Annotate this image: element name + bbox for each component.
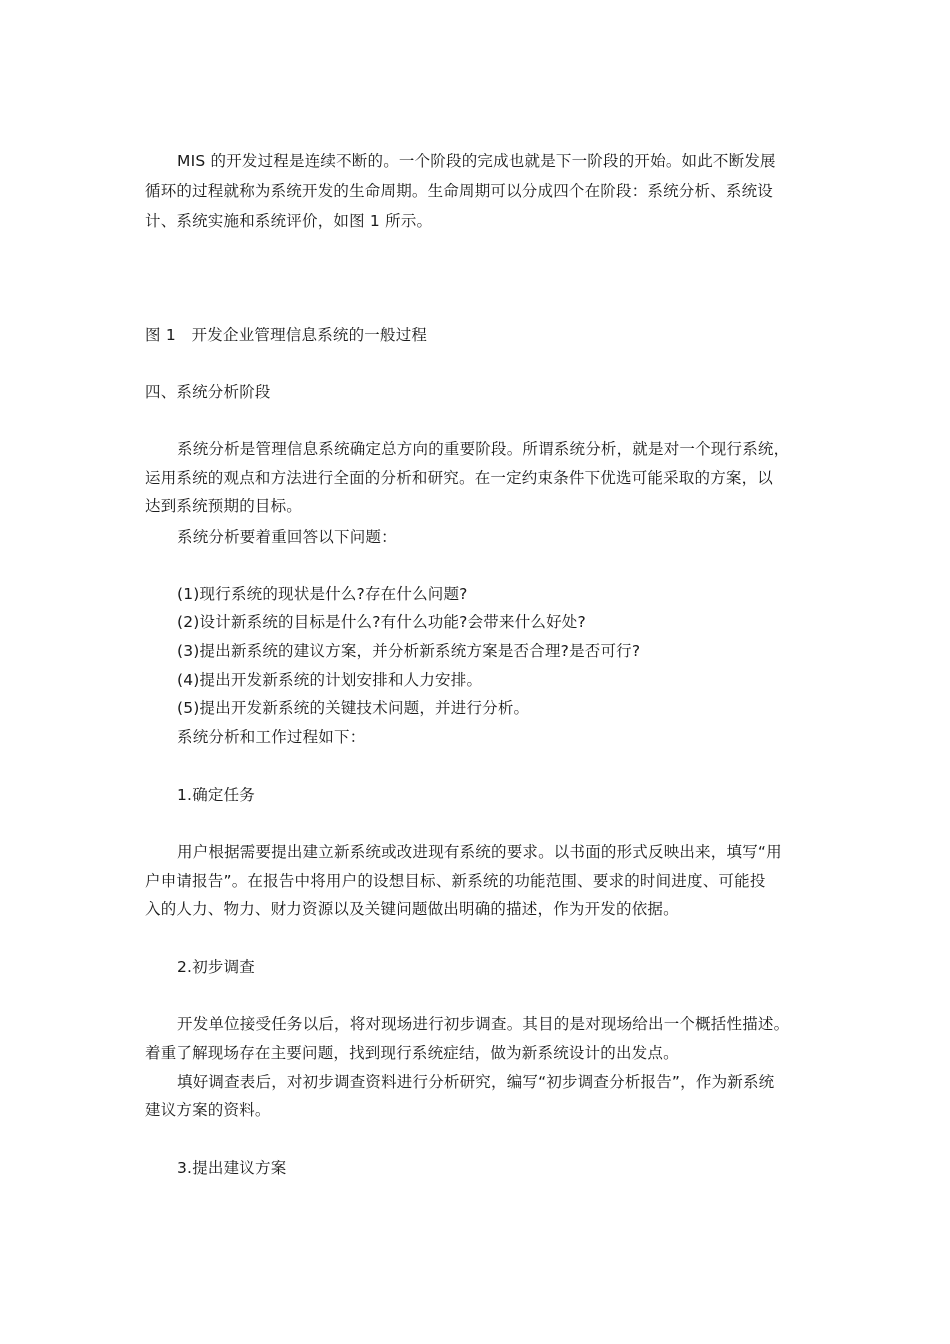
intro-line-2: 循环的过程就称为系统开发的生命周期。生命周期可以分成四个在阶段：系统分析、系统设 [145, 182, 774, 200]
process-intro: 系统分析和工作过程如下： [177, 728, 366, 746]
step2-para2-line-2: 建议方案的资料。 [145, 1101, 271, 1119]
step2-para1-line-2: 着重了解现场存在主要问题，找到现行系统症结，做为新系统设计的出发点。 [145, 1044, 679, 1062]
step1-para-line-2: 户申请报告”。在报告中将用户的设想目标、新系统的功能范围、要求的时间进度、可能投 [145, 872, 766, 890]
question-item: (4)提出开发新系统的计划安排和人力安排。 [177, 671, 483, 689]
question-item: (2)设计新系统的目标是什么?有什么功能?会带来什么好处? [177, 613, 586, 631]
analysis-para-line-3: 达到系统预期的目标。 [145, 497, 303, 515]
step2-para1-line-1: 开发单位接受任务以后，将对现场进行初步调查。其目的是对现场给出一个概括性描述。 [177, 1015, 790, 1033]
intro-line-3: 计、系统实施和系统评价，如图 1 所示。 [145, 212, 433, 230]
step2-para2-line-1: 填好调查表后，对初步调查资料进行分析研究，编写“初步调查分析报告”，作为新系统 [177, 1073, 775, 1091]
analysis-para-line-1: 系统分析是管理信息系统确定总方向的重要阶段。所谓系统分析，就是对一个现行系统， [177, 440, 790, 458]
step2-heading: 2.初步调查 [177, 958, 255, 976]
figure-caption: 图 1 开发企业管理信息系统的一般过程 [145, 326, 428, 344]
step1-para-line-1: 用户根据需要提出建立新系统或改进现有系统的要求。以书面的形式反映出来，填写“用 [177, 843, 782, 861]
step1-heading: 1.确定任务 [177, 786, 255, 804]
step3-heading: 3.提出建议方案 [177, 1159, 287, 1177]
section-heading: 四、系统分析阶段 [145, 383, 271, 401]
question-item: (3)提出新系统的建议方案，并分析新系统方案是否合理?是否可行? [177, 642, 641, 660]
intro-line-1: MIS 的开发过程是连续不断的。一个阶段的完成也就是下一阶段的开始。如此不断发展 [177, 152, 776, 170]
questions-intro: 系统分析要着重回答以下问题： [177, 528, 397, 546]
question-item: (5)提出开发新系统的关键技术问题，并进行分析。 [177, 699, 530, 717]
question-item: (1)现行系统的现状是什么?存在什么问题? [177, 585, 468, 603]
analysis-para-line-2: 运用系统的观点和方法进行全面的分析和研究。在一定约束条件下优选可能采取的方案，以 [145, 469, 774, 487]
step1-para-line-3: 入的人力、物力、财力资源以及关键问题做出明确的描述，作为开发的依据。 [145, 900, 679, 918]
